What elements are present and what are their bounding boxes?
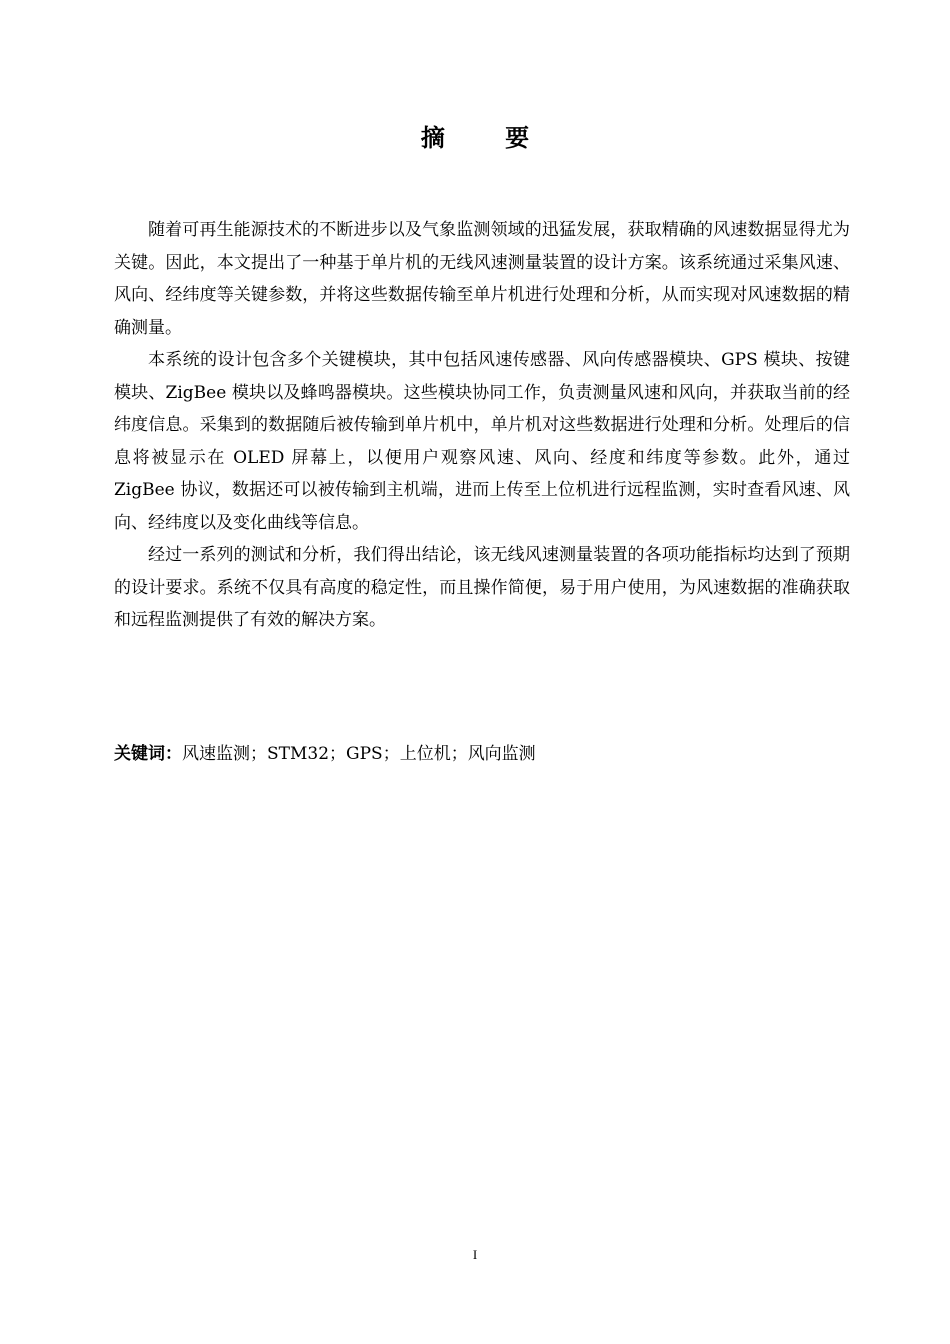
keywords-line bbox=[114, 739, 850, 769]
page-number: I bbox=[472, 1247, 478, 1262]
abstract-body bbox=[114, 214, 850, 637]
paragraph: 本系统的设计包含多个关键模块，其中包括风速传感器、风向传感器模块、GPS 模块、按键模块、ZigBee 模块以及蜂鸣器模块。这些模块协同工作，负责测量风速和风向，并获取当前的经纬度信息。采集到的数据随后被传输到单片机中，单片机对这些数据进行处理和分析。处理后的信息将被显示在 OLED 屏幕上，以便用户观察风速、风向、经度和纬度等参数。此外，通过 ZigBee 协议，数据还可以被传输到主机端，进而上传至上位机进行远程监测，实时查看风速、风向、经纬度以及变化曲线等信息。 bbox=[114, 350, 850, 533]
paragraph: 随着可再生能源技术的不断进步以及气象监测领域的迅猛发展，获取精确的风速数据显得尤为关键。因此，本文提出了一种基于单片机的无线风速测量装置的设计方案。该系统通过采集风速、风向、经纬度等关键参数，并将这些数据传输至单片机进行处理和分析，从而实现对风速数据的精确测量。 bbox=[114, 220, 850, 338]
page-title: 摘 要 bbox=[420, 124, 556, 152]
keywords-label: 关键词： bbox=[114, 744, 182, 764]
paragraph: 经过一系列的测试和分析，我们得出结论，该无线风速测量装置的各项功能指标均达到了预期的设计要求。系统不仅具有高度的稳定性，而且操作简便，易于用户使用，为风速数据的准确获取和远程监测提供了有效的解决方案。 bbox=[114, 545, 850, 630]
keywords-text: 风速监测；STM32；GPS；上位机；风向监测 bbox=[182, 744, 536, 764]
